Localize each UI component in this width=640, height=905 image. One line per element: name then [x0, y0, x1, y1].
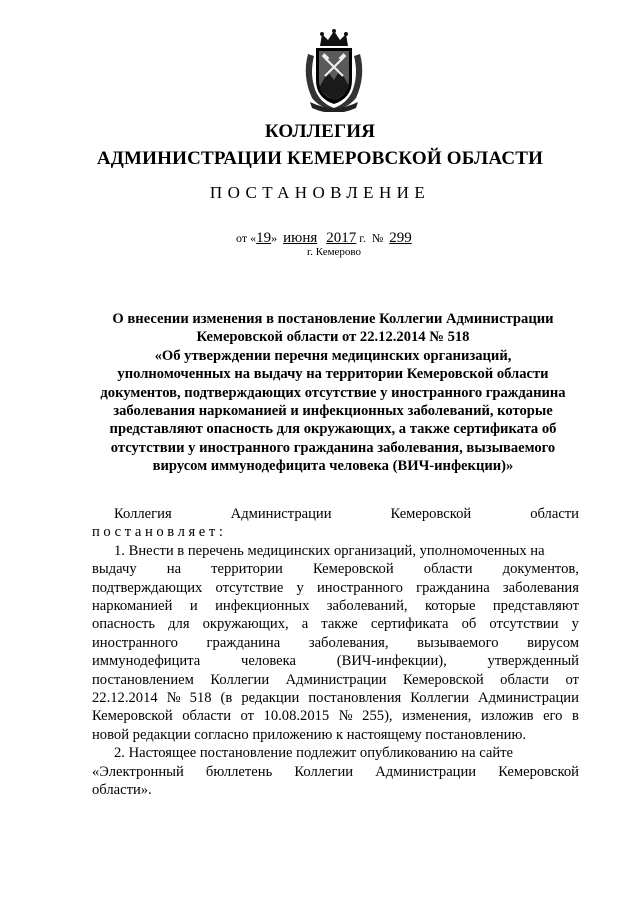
paragraph-1-line [92, 597, 579, 615]
word: утвержденный [487, 653, 579, 670]
word: которые [424, 598, 476, 615]
word: изменения, [402, 708, 472, 725]
word: (в [220, 690, 233, 707]
word: постановления [308, 690, 402, 707]
word: выдачу [92, 561, 137, 578]
org-name-line1: КОЛЛЕГИЯ [264, 121, 376, 142]
intro-word: области [530, 506, 579, 522]
word: редакции [241, 690, 300, 707]
word: иммунодефицита [92, 653, 201, 670]
date-day-suffix: » [271, 231, 278, 245]
word: бюллетень [205, 763, 273, 780]
intro-word: Кемеровской [390, 506, 472, 522]
title-line: «Об утверждении перечня медицинских организаций, [154, 347, 512, 364]
title-line: заболевания наркоманией и инфекционных заболеваний, которые [113, 403, 553, 420]
word: человека [240, 653, 297, 670]
date-day: 19 [256, 230, 272, 246]
paragraph-1-line [92, 615, 579, 633]
word: 10.08.2015 [263, 708, 330, 725]
word: вирусом [527, 634, 579, 651]
date-month: июня [283, 230, 318, 246]
word: документов, [502, 561, 579, 578]
paragraph-1-line [92, 707, 579, 725]
word: заболеваний, [326, 598, 408, 615]
word: № [338, 708, 353, 725]
document-type: ПОСТАНОВЛЕНИЕ [209, 183, 431, 202]
word: также [321, 616, 358, 633]
word: (ВИЧ-инфекции), [336, 653, 447, 670]
word: области [500, 671, 549, 688]
word: у [571, 616, 579, 633]
document-title [88, 310, 578, 476]
word: в [571, 708, 579, 725]
title-line: уполномоченных на выдачу на территории Кемеровской области [117, 366, 549, 383]
paragraph-1-line [92, 560, 579, 578]
word: иностранного [316, 579, 403, 596]
word: Коллегии [210, 671, 270, 688]
title-line: документов, подтверждающих отсутствие у иностранного гражданина [100, 384, 566, 401]
document-number: 299 [389, 230, 412, 246]
word: Коллегии [294, 763, 354, 780]
document-body [92, 505, 579, 800]
word: гражданина [206, 634, 281, 651]
word: заболевания, [308, 634, 389, 651]
word: Коллегии [410, 690, 470, 707]
word: иностранного [92, 634, 178, 651]
word: 22.12.2014 [92, 690, 158, 707]
word: отсутствии [489, 616, 559, 633]
intro-word: Коллегия [114, 506, 172, 522]
word: 518 [189, 690, 212, 707]
word: Кемеровской [402, 671, 484, 688]
word: Администрации [478, 690, 579, 707]
word: заболевания [502, 579, 579, 596]
word: наркоманией [92, 598, 173, 615]
word: Кемеровской [498, 763, 579, 780]
paragraph-1-line [92, 652, 579, 670]
word: подтверждающих [92, 579, 203, 596]
word: опасность [92, 616, 156, 633]
word: № [166, 690, 181, 707]
intro-line [92, 505, 579, 523]
word: Кемеровской [312, 561, 394, 578]
word: Кемеровской [92, 708, 173, 725]
title-line: О внесении изменения в постановление Коллегии Администрации [112, 311, 554, 327]
coat-of-arms-icon [298, 28, 370, 112]
word: изложив [480, 708, 534, 725]
word: для [168, 616, 190, 633]
paragraph-1-last-line: новой редакции согласно приложению к настоящему постановлению. [92, 726, 527, 743]
intro-word: Администрации [230, 506, 332, 522]
word: сертификата [370, 616, 449, 633]
number-label: № [371, 231, 384, 245]
word: от [240, 708, 255, 725]
word: у [296, 579, 304, 596]
org-name-line2: АДМИНИСТРАЦИИ КЕМЕРОВСКОЙ ОБЛАСТИ [96, 148, 544, 169]
word: Администрации [375, 763, 477, 780]
title-line: вирусом иммунодефицита человека (ВИЧ-инфекции)» [152, 458, 514, 475]
word: территории [211, 561, 283, 578]
word: на [166, 561, 182, 578]
word: вызываемого [417, 634, 499, 651]
title-line: отсутствии у иностранного гражданина заболевания, вызываемого [110, 439, 556, 456]
title-line: представляют опасность для окружающих, а также сертификата об [109, 421, 557, 438]
word: «Электронный [92, 763, 184, 780]
word: области [182, 708, 232, 725]
word: 255), [362, 708, 393, 725]
word: его [543, 708, 563, 725]
paragraph-2-last-line: области». [92, 782, 152, 799]
paragraph-2-line [92, 763, 579, 781]
paragraph-1-line [92, 634, 579, 652]
paragraph-1-line [92, 689, 579, 707]
word: а [301, 616, 309, 633]
word: Администрации [285, 671, 387, 688]
paragraph-1-line [92, 671, 579, 689]
word: от [565, 671, 579, 688]
word: отсутствие [215, 579, 284, 596]
word: окружающих, [202, 616, 289, 633]
word: инфекционных [215, 598, 310, 615]
city: г. Кемерово [307, 246, 362, 258]
decree-word: постановляет: [92, 524, 227, 541]
date-year: 2017 [326, 230, 357, 246]
word: представляют [492, 598, 579, 615]
paragraph-1-first-line: 1. Внести в перечень медицинских организаций, уполномоченных на [114, 542, 545, 559]
word: области [423, 561, 473, 578]
word: гражданина [416, 579, 490, 596]
date-number-line [236, 229, 412, 247]
date-prefix: от « [236, 231, 257, 245]
word: постановлением [92, 671, 194, 688]
paragraph-1-line [92, 579, 579, 597]
date-year-suffix: г. [359, 231, 366, 245]
word: и [189, 598, 198, 615]
title-line: Кемеровской области от 22.12.2014 № 518 [196, 329, 470, 346]
paragraph-2-first-line: 2. Настоящее постановление подлежит опубликованию на сайте [114, 745, 514, 762]
word: об [461, 616, 477, 633]
